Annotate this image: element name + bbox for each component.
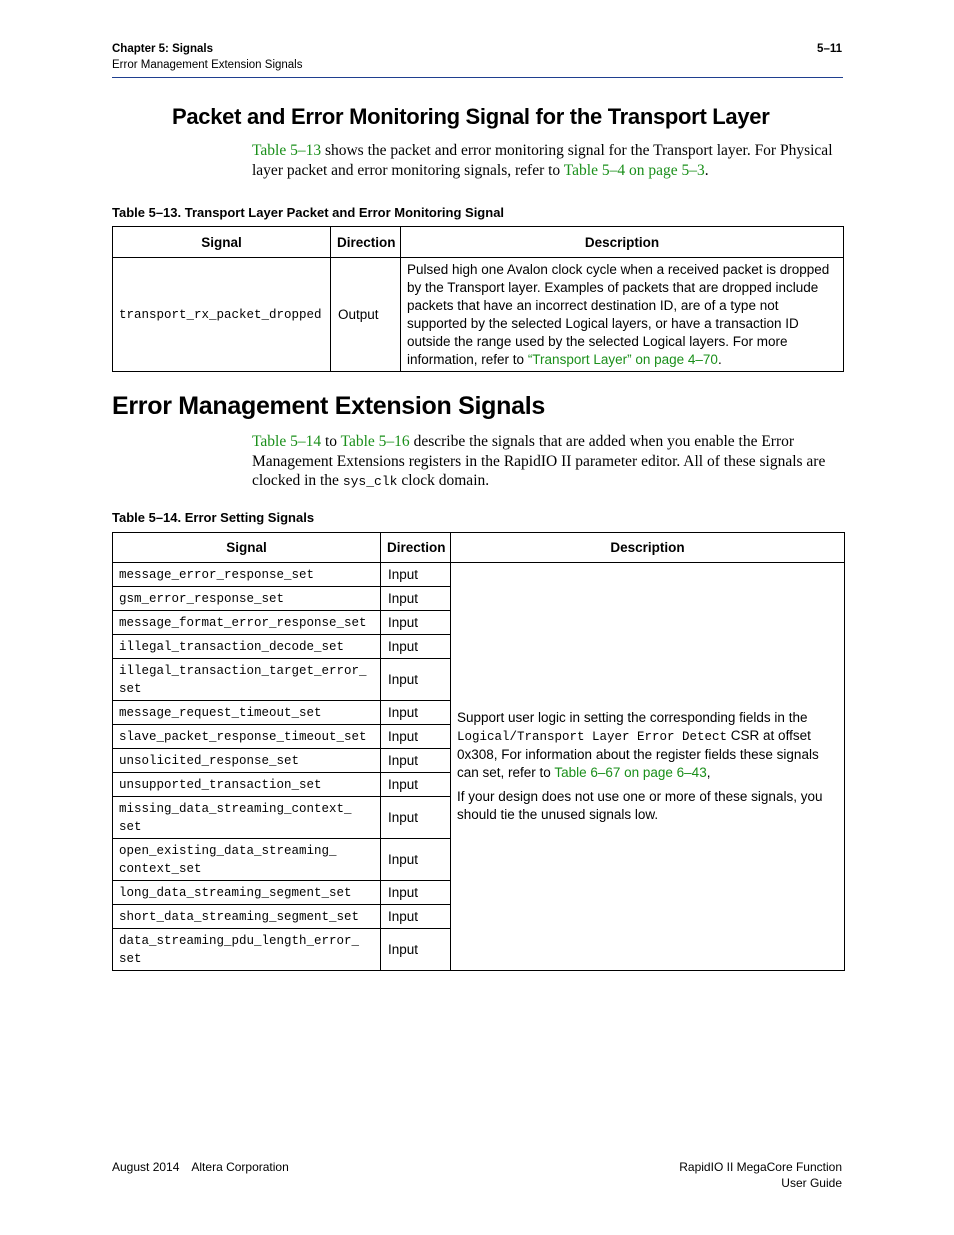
signal-name: data_streaming_pdu_length_error_ set bbox=[113, 929, 381, 971]
description-end: . bbox=[717, 351, 722, 367]
signal-direction: Input bbox=[381, 659, 451, 701]
intro-text-2: describe the signals that are added when you enable the Error Management Extensions registers in the RapidIO II parameter editor. All of these signals are clocked in the bbox=[252, 433, 826, 489]
signal-name: message_format_error_response_set bbox=[113, 611, 381, 635]
signal-direction: Input bbox=[381, 773, 451, 797]
table-5-13-caption: Table 5–13. Transport Layer Packet and Error Monitoring Signal bbox=[112, 205, 505, 220]
table-row bbox=[113, 258, 844, 372]
intro-text-3: clock domain. bbox=[397, 472, 490, 489]
link-transport-layer[interactable]: “Transport Layer” on page 4–70 bbox=[527, 351, 718, 367]
description-end: , bbox=[706, 765, 711, 780]
signal-name: message_error_response_set bbox=[113, 563, 381, 587]
signal-description bbox=[401, 258, 844, 372]
signal-name: slave_packet_response_timeout_set bbox=[113, 725, 381, 749]
intro-code: sys_clk bbox=[342, 474, 398, 489]
col-header-signal: Signal bbox=[113, 533, 381, 563]
link-table-5-16[interactable]: Table 5–16 bbox=[340, 433, 410, 450]
error-section-heading: Error Management Extension Signals bbox=[112, 392, 545, 420]
header-page-number: 5–11 bbox=[817, 43, 842, 55]
footer-left bbox=[112, 1160, 289, 1174]
description-text: Support user logic in setting the corresponding fields in the bbox=[457, 710, 808, 725]
signal-direction: Input bbox=[381, 587, 451, 611]
header-rule bbox=[112, 77, 843, 78]
col-header-description: Description bbox=[451, 533, 845, 563]
shared-description bbox=[451, 563, 845, 971]
description-text: Pulsed high one Avalon clock cycle when a received packet is dropped by the Transport layer. Examples of packets that are dropped include packets that have an incorrect destination ID, are of a type not supported by the selected Logical layers, or have a transaction ID outside the range used by the selected Logical layers. For more information, refer to bbox=[407, 261, 830, 367]
signal-direction: Input bbox=[381, 725, 451, 749]
signal-name: transport_rx_packet_dropped bbox=[113, 258, 331, 372]
col-header-signal: Signal bbox=[113, 227, 331, 258]
footer-doc-type: User Guide bbox=[781, 1176, 842, 1190]
signal-name: short_data_streaming_segment_set bbox=[113, 905, 381, 929]
intro-text: shows the packet and error monitoring signal for the Transport layer. For Physical layer packet and error monitoring signals, refer to bbox=[252, 142, 833, 179]
intro-text: to bbox=[321, 433, 341, 450]
description-paragraph-1 bbox=[457, 709, 838, 782]
signal-name: missing_data_streaming_context_ set bbox=[113, 797, 381, 839]
footer-date: August 2014 bbox=[112, 1160, 180, 1174]
signal-direction: Input bbox=[381, 905, 451, 929]
signal-name: long_data_streaming_segment_set bbox=[113, 881, 381, 905]
signal-direction: Input bbox=[381, 839, 451, 881]
signal-direction: Input bbox=[381, 611, 451, 635]
link-table-6-67[interactable]: Table 6–67 on page 6–43 bbox=[554, 765, 707, 780]
signal-direction: Input bbox=[381, 749, 451, 773]
link-table-5-14[interactable]: Table 5–14 bbox=[252, 433, 322, 450]
signal-name: gsm_error_response_set bbox=[113, 587, 381, 611]
signal-name: illegal_transaction_decode_set bbox=[113, 635, 381, 659]
signal-name: unsolicited_response_set bbox=[113, 749, 381, 773]
signal-direction: Input bbox=[381, 881, 451, 905]
signal-direction: Input bbox=[381, 563, 451, 587]
signal-direction: Input bbox=[381, 929, 451, 971]
signal-direction: Input bbox=[381, 797, 451, 839]
description-text-2: CSR at offset 0x308, For information about the register fields these signals can set, refer to bbox=[457, 728, 819, 780]
link-table-5-4[interactable]: Table 5–4 on page 5–3 bbox=[563, 161, 705, 179]
signal-name: illegal_transaction_target_error_ set bbox=[113, 659, 381, 701]
footer-product: RapidIO II MegaCore Function bbox=[679, 1160, 842, 1174]
table-row bbox=[113, 563, 845, 587]
error-section-intro bbox=[252, 432, 847, 492]
signal-direction: Input bbox=[381, 635, 451, 659]
packet-section-heading: Packet and Error Monitoring Signal for the Transport Layer bbox=[172, 104, 770, 129]
signal-direction: Output bbox=[331, 258, 401, 372]
intro-text-end: . bbox=[704, 161, 709, 179]
link-table-5-13[interactable]: Table 5–13 bbox=[252, 142, 322, 159]
col-header-direction: Direction bbox=[331, 227, 401, 258]
signal-direction: Input bbox=[381, 701, 451, 725]
col-header-description: Description bbox=[401, 227, 844, 258]
description-paragraph-2: If your design does not use one or more of these signals, you should tie the unused signals low. bbox=[457, 789, 823, 822]
packet-section-intro bbox=[252, 141, 847, 180]
register-name: Logical/Transport Layer Error Detect bbox=[457, 730, 728, 744]
header-chapter: Chapter 5: Signals bbox=[112, 43, 213, 55]
signal-name: open_existing_data_streaming_ context_set bbox=[113, 839, 381, 881]
transport-signal-table bbox=[112, 226, 844, 372]
table-5-14-caption: Table 5–14. Error Setting Signals bbox=[112, 510, 315, 525]
table-header-row bbox=[113, 227, 844, 258]
error-setting-signals-table bbox=[112, 532, 845, 971]
table-header-row bbox=[113, 533, 845, 563]
header-section: Error Management Extension Signals bbox=[112, 59, 303, 71]
col-header-direction: Direction bbox=[381, 533, 451, 563]
signal-name: message_request_timeout_set bbox=[113, 701, 381, 725]
signal-name: unsupported_transaction_set bbox=[113, 773, 381, 797]
footer-company: Altera Corporation bbox=[191, 1160, 289, 1174]
